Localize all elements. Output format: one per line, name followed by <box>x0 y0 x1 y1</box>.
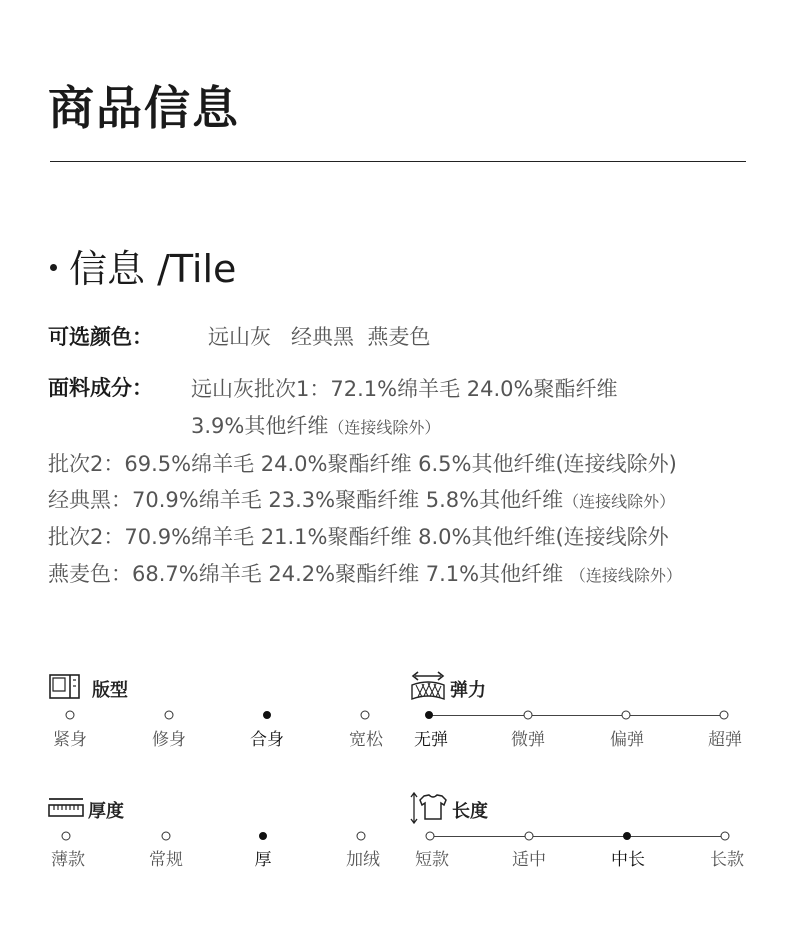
length-option-dot-selected[interactable] <box>623 832 631 840</box>
elasticity-option-dot[interactable] <box>524 711 533 720</box>
length-option-selected[interactable]: 中长 <box>611 850 645 870</box>
elasticity-option-dot[interactable] <box>622 711 631 720</box>
composition-line-3: 批次2：69.5%绵羊毛 24.0%聚酯纤维 6.5%其他纤维(连接线除外) <box>48 452 677 476</box>
thickness-option-dot-selected[interactable] <box>259 832 267 840</box>
thickness-option[interactable]: 加绒 <box>346 850 380 870</box>
thickness-option-selected[interactable]: 厚 <box>254 850 272 870</box>
composition-line-2 <box>191 410 440 440</box>
length-option[interactable]: 短款 <box>415 850 449 870</box>
thickness-title: 厚度 <box>88 801 124 822</box>
composition-line-6-main: 燕麦色：68.7%绵羊毛 24.2%聚酯纤维 7.1%其他纤维 <box>48 562 570 586</box>
elasticity-option[interactable]: 微弹 <box>511 730 545 750</box>
fit-icon <box>49 674 81 700</box>
composition-line-2-note: （连接线除外） <box>328 418 441 437</box>
fit-option[interactable]: 紧身 <box>53 730 87 750</box>
composition-line-6-note: （连接线除外） <box>569 566 682 585</box>
length-option-dot[interactable] <box>426 832 435 841</box>
colors-label: 可选颜色： <box>48 325 153 349</box>
composition-line-4-main: 经典黑：70.9%绵羊毛 23.3%聚酯纤维 5.8%其他纤维 <box>48 488 564 512</box>
fit-option-dot[interactable] <box>361 711 370 720</box>
ruler-icon <box>48 797 84 819</box>
elasticity-option[interactable]: 超弹 <box>708 730 742 750</box>
fit-option-dot-selected[interactable] <box>263 711 271 719</box>
thickness-option-dot[interactable] <box>162 832 171 841</box>
colors-values: 远山灰 经典黑 燕麦色 <box>208 325 431 349</box>
fit-option[interactable]: 宽松 <box>349 730 383 750</box>
page-title: 商品信息 <box>48 81 240 135</box>
length-title: 长度 <box>452 801 488 822</box>
elasticity-option-dot[interactable] <box>720 711 729 720</box>
elasticity-title: 弹力 <box>450 680 486 701</box>
composition-line-6 <box>48 558 682 588</box>
title-divider <box>50 161 746 162</box>
thickness-option[interactable]: 常规 <box>149 850 183 870</box>
fit-option[interactable]: 修身 <box>152 730 186 750</box>
section-title: 信息 /Tile <box>69 247 237 291</box>
fit-option-dot[interactable] <box>66 711 75 720</box>
elasticity-track <box>429 715 725 716</box>
fit-option-selected[interactable]: 合身 <box>250 730 284 750</box>
composition-label: 面料成分： <box>48 376 153 400</box>
bullet-dot <box>50 264 57 271</box>
length-icon <box>410 791 446 825</box>
composition-line-4 <box>48 484 675 514</box>
fit-title: 版型 <box>92 680 128 701</box>
elasticity-option-selected[interactable]: 无弹 <box>414 730 448 750</box>
elasticity-option-dot-selected[interactable] <box>425 711 433 719</box>
composition-line-1: 远山灰批次1：72.1%绵羊毛 24.0%聚酯纤维 <box>191 377 618 401</box>
elastic-icon <box>410 671 446 701</box>
fit-option-dot[interactable] <box>165 711 174 720</box>
length-option[interactable]: 长款 <box>710 850 744 870</box>
composition-line-5: 批次2：70.9%绵羊毛 21.1%聚酯纤维 8.0%其他纤维(连接线除外 <box>48 525 669 549</box>
elasticity-option[interactable]: 偏弹 <box>610 730 644 750</box>
thickness-option[interactable]: 薄款 <box>51 850 85 870</box>
length-option-dot[interactable] <box>525 832 534 841</box>
section-heading <box>48 238 236 293</box>
thickness-option-dot[interactable] <box>357 832 366 841</box>
length-option[interactable]: 适中 <box>512 850 546 870</box>
length-track <box>430 836 726 837</box>
thickness-option-dot[interactable] <box>62 832 71 841</box>
composition-line-2-main: 3.9%其他纤维 <box>191 414 329 438</box>
length-option-dot[interactable] <box>721 832 730 841</box>
composition-line-4-note: （连接线除外） <box>563 492 676 511</box>
